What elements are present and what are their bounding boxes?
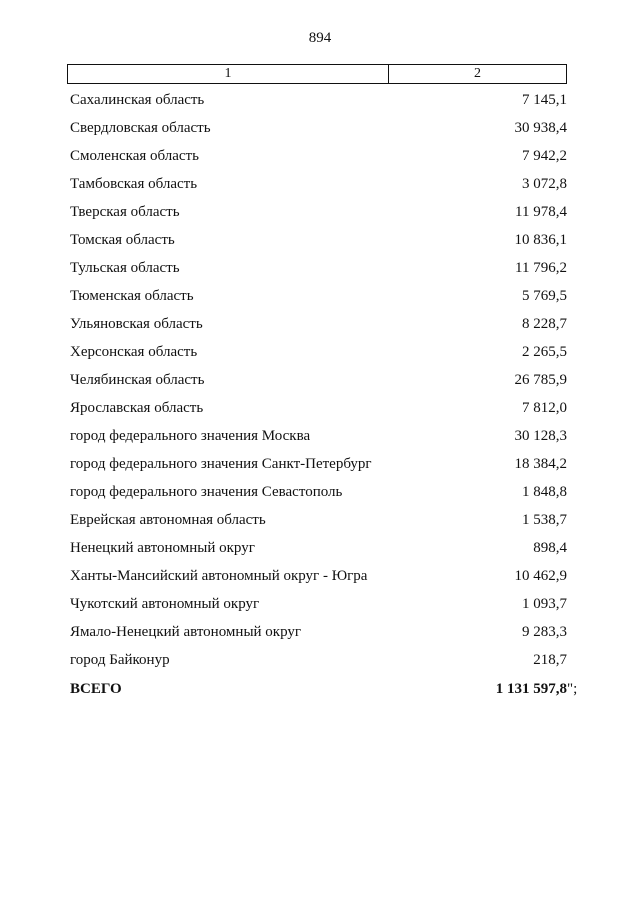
region-value: 11 978,4 <box>515 203 567 220</box>
region-name: город федерального значения Москва <box>70 427 311 444</box>
region-name: Томская область <box>70 231 175 248</box>
region-value: 9 283,3 <box>522 623 567 640</box>
total-value: 1 131 597,8 <box>495 680 567 697</box>
table-row <box>70 562 567 590</box>
region-value: 1 848,8 <box>522 483 567 500</box>
region-name: Ульяновская область <box>70 315 203 332</box>
table-row <box>70 170 567 198</box>
region-value: 5 769,5 <box>522 287 567 304</box>
region-value: 26 785,9 <box>514 371 567 388</box>
column-header-2: 2 <box>474 66 481 81</box>
region-value: 30 128,3 <box>514 427 567 444</box>
region-name: Ханты-Мансийский автономный округ - Югра <box>70 567 368 584</box>
table-row <box>70 422 567 450</box>
region-name: Смоленская область <box>70 147 199 164</box>
table-row <box>70 646 567 674</box>
region-name: Херсонская область <box>70 343 198 360</box>
region-name: город Байконур <box>70 651 170 668</box>
region-name: Тульская область <box>70 259 180 276</box>
region-name: Еврейская автономная область <box>70 511 266 528</box>
table-row <box>70 590 567 618</box>
table-row <box>70 198 567 226</box>
table-row <box>70 338 567 366</box>
table-row <box>70 114 567 142</box>
region-value: 1 093,7 <box>522 595 567 612</box>
table-row <box>70 282 567 310</box>
region-name: Ярославская область <box>70 399 204 416</box>
table-row <box>70 226 567 254</box>
table-row <box>70 450 567 478</box>
table-row <box>70 366 567 394</box>
table-row <box>70 86 567 114</box>
region-value: 11 796,2 <box>515 259 567 276</box>
region-name: Чукотский автономный округ <box>70 595 260 612</box>
table-row <box>70 310 567 338</box>
page-number: 894 <box>308 30 332 46</box>
region-name: Тверская область <box>70 203 180 220</box>
table-header <box>67 64 567 84</box>
region-name: Сахалинская область <box>70 91 205 108</box>
region-value: 7 145,1 <box>522 91 567 108</box>
region-value: 10 836,1 <box>514 231 567 248</box>
table-row <box>70 254 567 282</box>
region-value: 2 265,5 <box>522 343 567 360</box>
total-label: ВСЕГО <box>70 680 122 697</box>
region-name: Свердловская область <box>70 119 211 136</box>
region-name: Тюменская область <box>70 287 194 304</box>
table-row <box>70 534 567 562</box>
region-name: Ненецкий автономный округ <box>70 539 255 556</box>
region-value: 18 384,2 <box>514 455 567 472</box>
table-row <box>70 506 567 534</box>
table-row <box>70 142 567 170</box>
table-body <box>70 86 578 704</box>
region-name: Челябинская область <box>70 371 205 388</box>
region-name: Ямало-Ненецкий автономный округ <box>70 623 302 640</box>
region-value: 10 462,9 <box>514 567 567 584</box>
region-value: 7 812,0 <box>522 399 567 416</box>
column-header-1: 1 <box>68 65 389 83</box>
region-value: 898,4 <box>533 539 567 556</box>
region-value: 1 538,7 <box>522 511 567 528</box>
table-row <box>70 478 567 506</box>
region-value: 7 942,2 <box>522 147 567 164</box>
total-row <box>70 674 578 704</box>
region-value: 30 938,4 <box>514 119 567 136</box>
region-value: 3 072,8 <box>522 175 567 192</box>
total-value-group <box>495 680 578 698</box>
region-name: город федерального значения Санкт-Петербург <box>70 455 372 472</box>
total-suffix: "; <box>567 680 578 697</box>
region-value: 218,7 <box>533 651 567 668</box>
region-name: Тамбовская область <box>70 175 198 192</box>
table-row <box>70 394 567 422</box>
region-value: 8 228,7 <box>522 315 567 332</box>
region-name: город федерального значения Севастополь <box>70 483 343 500</box>
table-row <box>70 618 567 646</box>
